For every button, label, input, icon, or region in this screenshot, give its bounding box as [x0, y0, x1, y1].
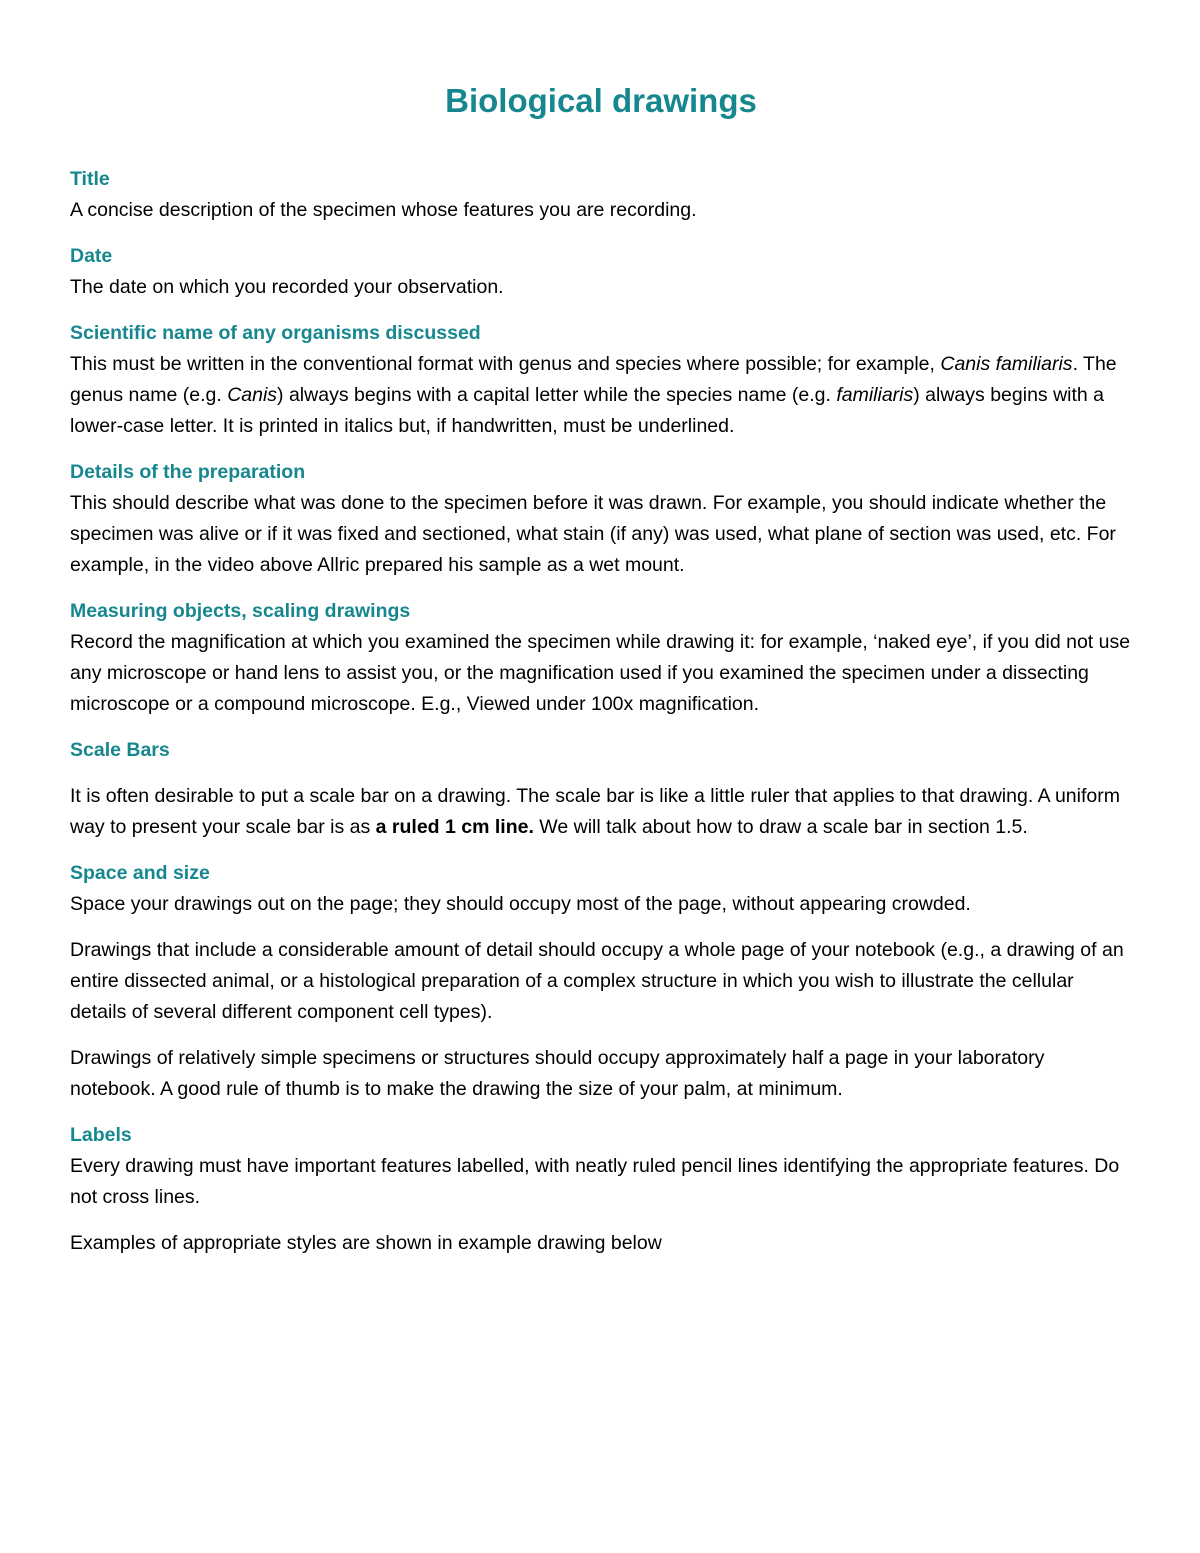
- section-heading: Labels: [70, 1124, 132, 1146]
- section-heading: Details of the preparation: [70, 461, 306, 483]
- section-text: [70, 349, 1132, 442]
- text-run: It is often desirable to put a scale bar on a drawing. The scale bar is like a little ruler that applies to that drawing. A uniform way to present your scale bar is as: [70, 785, 1120, 838]
- section-scale-bars: [70, 735, 1132, 843]
- text-run: ) always begins with a capital letter while the species name (e.g.: [277, 384, 837, 406]
- section-heading: Space and size: [70, 862, 210, 884]
- section-heading: Scientific name of any organisms discussed: [70, 322, 481, 344]
- section-text: Space your drawings out on the page; they should occupy most of the page, without appearing crowded.: [70, 893, 971, 915]
- italic-genus-name: Canis: [227, 384, 278, 406]
- section-date: [70, 241, 1132, 303]
- section-text: The date on which you recorded your observation.: [70, 276, 504, 298]
- section-text: Record the magnification at which you examined the specimen while drawing it: for example, ‘naked eye’, if you did not use any microscope or hand lens to assist you, or the magnification used if you examined the specimen under a dissecting microscope or a compound microscope. E.g., Viewed under 100x magnification.: [70, 631, 1131, 715]
- section-scientific-name: [70, 318, 1132, 442]
- text-run: . The genus name (e.g.: [70, 353, 1117, 406]
- text-run: ) always begins with a lower-case letter. It is printed in italics but, if handwritten, must be underlined.: [70, 384, 1105, 437]
- italic-species-name: Canis familiaris: [940, 353, 1073, 375]
- text-run: This must be written in the conventional format with genus and species where possible; for example,: [70, 353, 941, 375]
- section-text: Drawings of relatively simple specimens or structures should occupy approximately half a page in your laboratory notebook. A good rule of thumb is to make the drawing the size of your palm, at minimum.: [70, 1047, 1045, 1100]
- section-heading: Scale Bars: [70, 739, 170, 761]
- section-labels: [70, 1120, 1132, 1259]
- section-title: [70, 164, 1132, 226]
- italic-species-epithet: familiaris: [836, 384, 914, 406]
- document-body: [70, 164, 1132, 1274]
- section-heading: Measuring objects, scaling drawings: [70, 600, 411, 622]
- section-text: This should describe what was done to the specimen before it was drawn. For example, you should indicate whether the specimen was alive or if it was fixed and sectioned, what stain (if any) was used, what plane of section was used, etc. For example, in the video above Allric prepared his sample as a wet mount.: [70, 492, 1116, 576]
- section-heading: Title: [70, 168, 110, 190]
- section-text: [70, 781, 1132, 843]
- page-title: Biological drawings: [445, 82, 757, 119]
- section-heading: Date: [70, 245, 113, 267]
- section-text: Examples of appropriate styles are shown in example drawing below: [70, 1232, 662, 1254]
- text-run: We will talk about how to draw a scale bar in section 1.5.: [533, 816, 1028, 838]
- bold-text: a ruled 1 cm line.: [375, 816, 534, 838]
- section-text: Drawings that include a considerable amount of detail should occupy a whole page of your notebook (e.g., a drawing of an entire dissected animal, or a histological preparation of a complex structure in which you wish to illustrate the cellular details of several different component cell types).: [70, 939, 1124, 1023]
- section-space-size: [70, 858, 1132, 1105]
- section-text: Every drawing must have important features labelled, with neatly ruled pencil lines identifying the appropriate features. Do not cross lines.: [70, 1155, 1120, 1208]
- section-measuring: [70, 596, 1132, 720]
- section-preparation: [70, 457, 1132, 581]
- section-text: A concise description of the specimen whose features you are recording.: [70, 199, 697, 221]
